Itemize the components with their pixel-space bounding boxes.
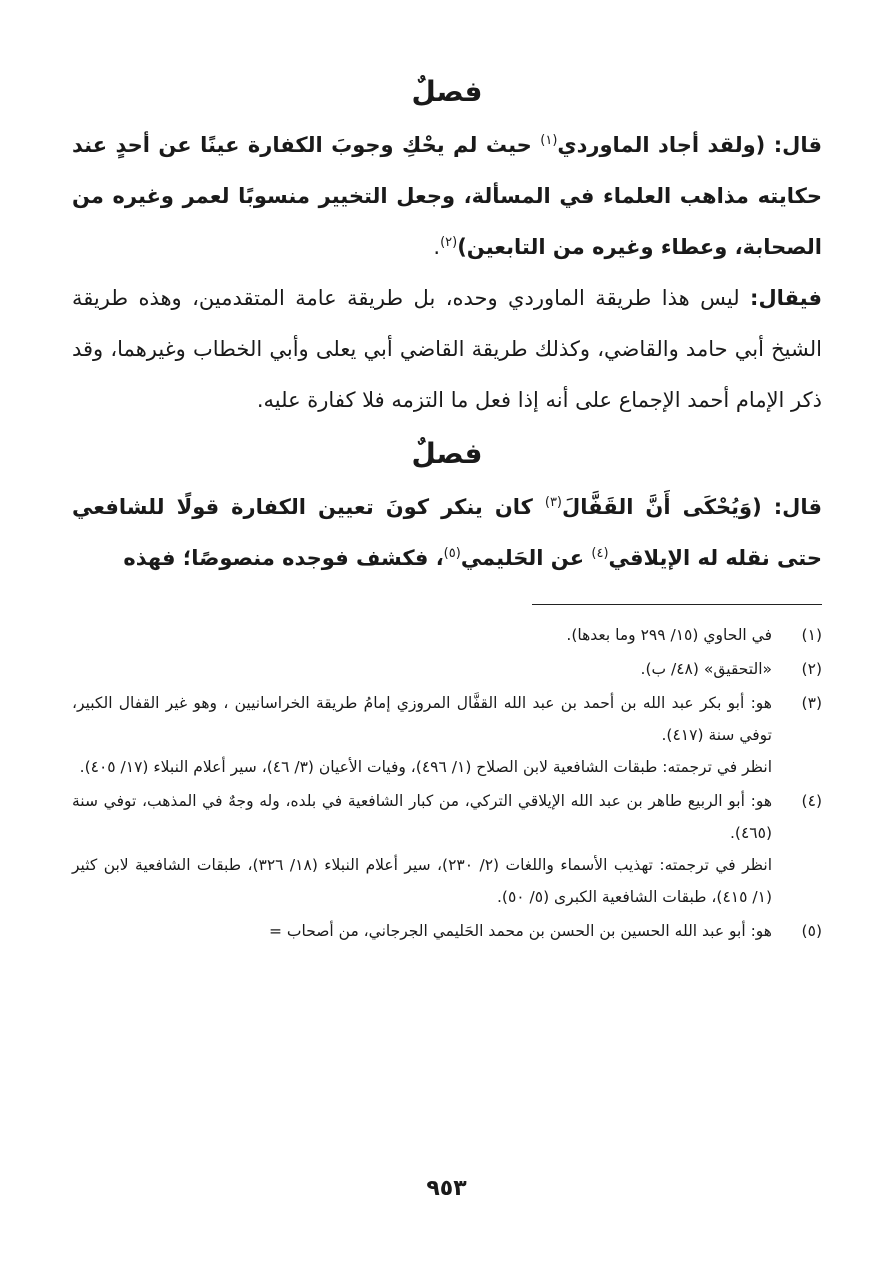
- footnote-ref-3[interactable]: (٣): [544, 495, 562, 510]
- quote-text: (ولقد أجاد الماوردي: [557, 133, 774, 157]
- footnote-ref-4[interactable]: (٤): [591, 546, 609, 561]
- footnote-ref-1[interactable]: (١): [540, 133, 558, 148]
- lead-word: قال:: [773, 133, 822, 157]
- footnote-5: [72, 915, 822, 947]
- page-number: ٩٥٣: [426, 1176, 467, 1201]
- lead-word: قال:: [773, 495, 822, 519]
- paragraph-quote-2: [72, 482, 822, 584]
- footnote-text: هو: أبو عبد الله الحسين بن الحسن بن محمد الحَليمي الجرجاني، من أصحاب =: [269, 922, 772, 940]
- footnote-divider: [532, 604, 822, 605]
- footnote-number: (٣): [801, 694, 822, 712]
- footnote-text: هو: أبو بكر عبد الله بن أحمد بن عبد الله القفَّال المروزي إمامُ طريقة الخراسانيين ، وهو غير القفال الكبير، توفي سنة (٤١٧).: [72, 694, 772, 744]
- footnote-number: (٤): [801, 792, 822, 810]
- response-text: ليس هذا طريقة الماوردي وحده، بل طريقة عامة المتقدمين، وهذه طريقة الشيخ أبي حامد والقاضي، وكذلك طريقة القاضي أبي يعلى وأبي الخطاب وغيرهما، وقد ذكر الإمام أحمد الإجماع على أنه إذا فعل ما التزمه فلا كفارة عليه.: [72, 286, 822, 412]
- section-heading-2: فصلٌ: [411, 437, 483, 470]
- spacer: [72, 426, 822, 434]
- footnote-ref-2[interactable]: (٢): [440, 235, 458, 250]
- footnote-4: [72, 785, 822, 913]
- paragraph-quote-1: [72, 120, 822, 273]
- paragraph-response-1: [72, 273, 822, 426]
- footnote-text: انظر في ترجمته: طبقات الشافعية لابن الصلاح (١/ ٤٩٦)، وفيات الأعيان (٣/ ٤٦)، سير أعلام النبلاء (١٧/ ٤٠٥).: [79, 758, 772, 776]
- footnote-number: (١): [801, 626, 822, 644]
- book-page: [72, 72, 822, 949]
- quote-text: كان ينكر كونَ تعيين الكفارة قولًا للشافعي حتى نقله له الإيلاقي: [72, 495, 822, 570]
- quote-text: عن الحَليمي: [460, 546, 592, 570]
- footnotes: [72, 619, 822, 947]
- footnote-number: (٥): [801, 922, 822, 940]
- quote-text: ، فكشف فوجده منصوصًا؛ فهذه: [123, 546, 444, 570]
- section-heading-1: فصلٌ: [411, 75, 483, 108]
- footnote-1: [72, 619, 822, 651]
- quote-text: (وَيُحْكَى أَنَّ القَفَّالَ: [562, 495, 774, 519]
- footnote-text: هو: أبو الربيع طاهر بن عبد الله الإيلاقي التركي، من كبار الشافعية في بلده، وله وجهٌ في المذهب، توفي سنة (٤٦٥).: [72, 792, 772, 842]
- quote-end: .: [433, 235, 441, 259]
- footnote-2: [72, 653, 822, 685]
- footnote-3: [72, 687, 822, 783]
- footnote-text: «التحقيق» (٤٨/ ب).: [640, 660, 772, 678]
- footnote-number: (٢): [801, 660, 822, 678]
- footnote-text: في الحاوي (١٥/ ٢٩٩ وما بعدها).: [566, 626, 772, 644]
- footnote-ref-5[interactable]: (٥): [443, 546, 461, 561]
- lead-word: فيقال:: [750, 286, 822, 310]
- footnote-text: انظر في ترجمته: تهذيب الأسماء واللغات (٢/ ٢٣٠)، سير أعلام النبلاء (١٨/ ٣٢٦)، طبقات الشافعية لابن كثير (١/ ٤١٥)، طبقات الشافعية الكبرى (٥/ ٥٠).: [72, 856, 773, 906]
- quote-text: حيث لم يحْكِ وجوبَ الكفارة عينًا عن أحدٍ عند حكايته مذاهب العلماء في المسألة، وجعل التخيير منسوبًا لعمر وغيره من الصحابة، وعطاء وغيره من التابعين): [72, 133, 822, 259]
